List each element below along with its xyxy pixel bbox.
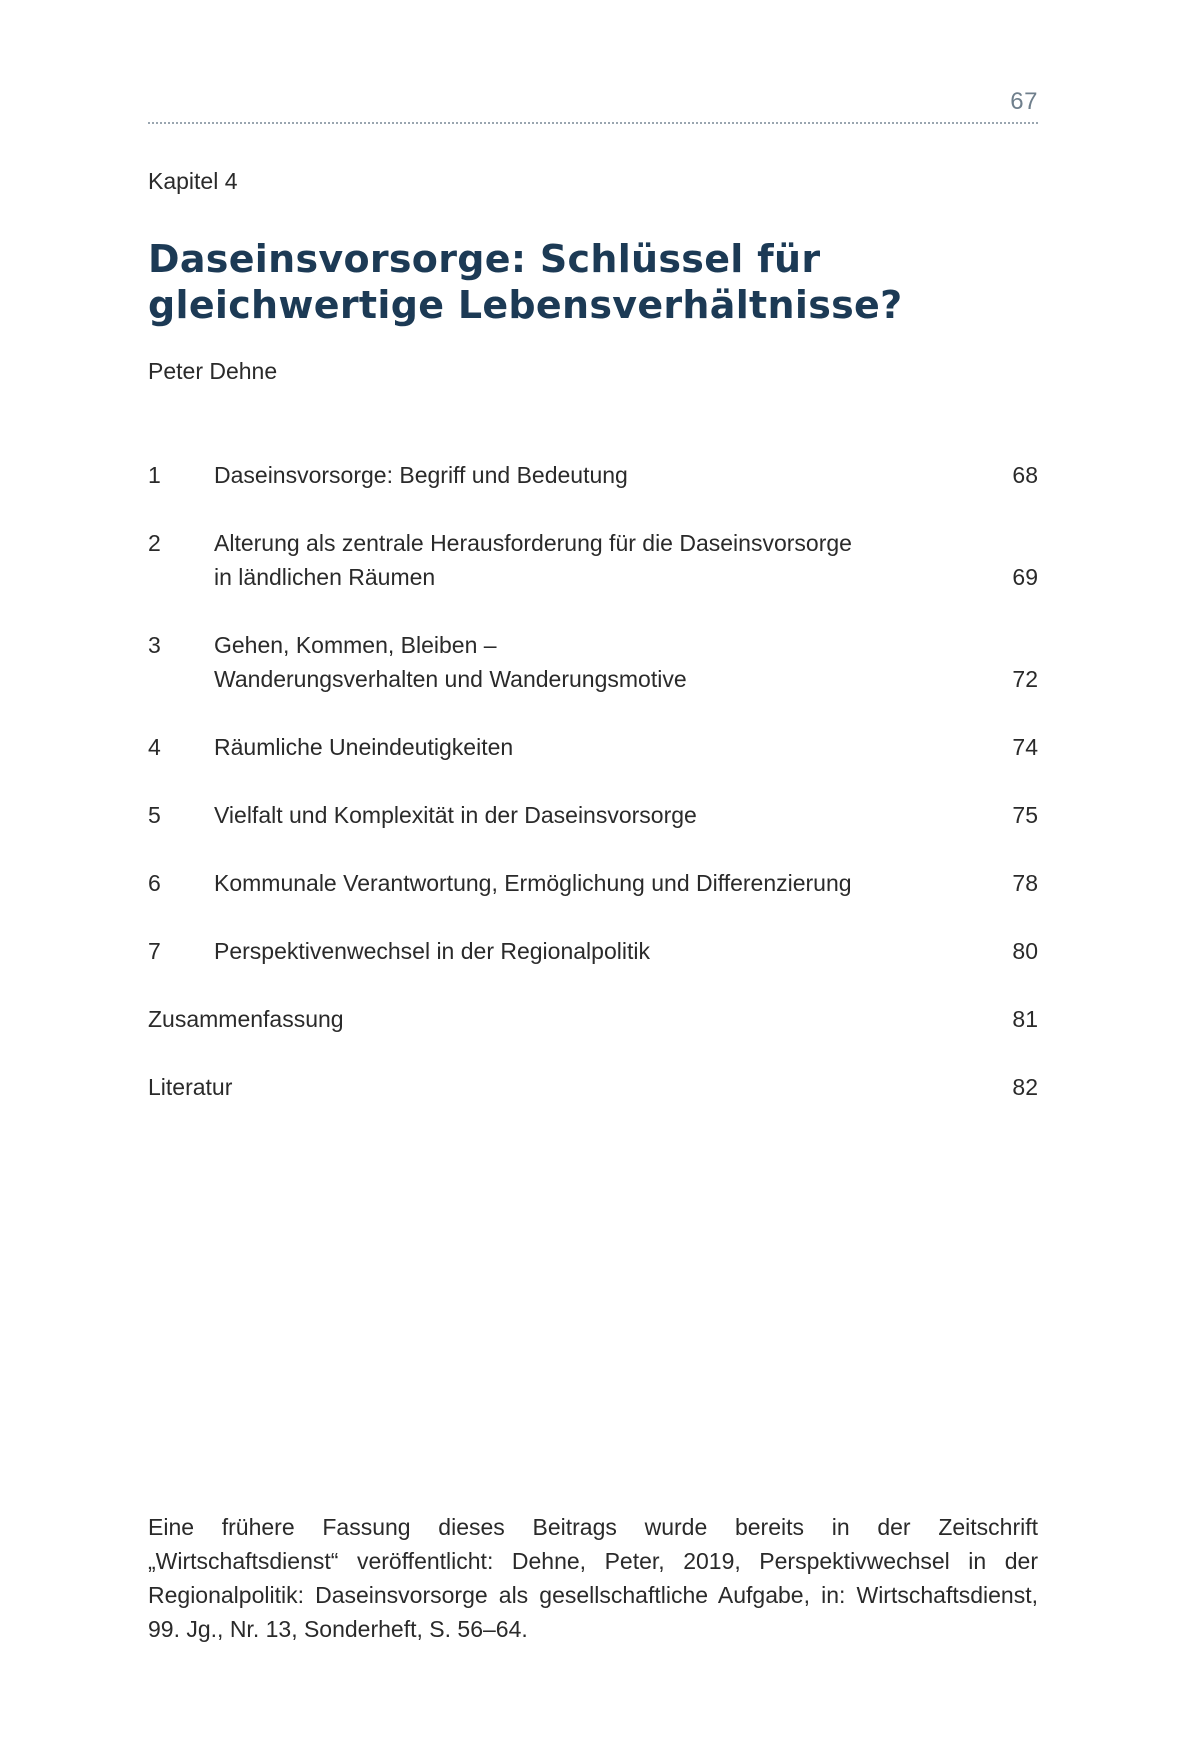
toc-entry-title-line-2: Wanderungsverhalten und Wanderungsmotive [214, 666, 687, 692]
toc-entry-title [214, 526, 894, 594]
toc-entry-number: 4 [148, 734, 161, 760]
toc-entry-page: 80 [1012, 938, 1038, 964]
author: Peter Dehne [148, 358, 278, 384]
toc-entry-number: 1 [148, 462, 161, 488]
toc-entry [148, 866, 1038, 900]
toc-entry-title-line-1: Literatur [148, 1074, 233, 1100]
toc-entry-number: 6 [148, 870, 161, 896]
toc-entry-title-line-1: Räumliche Uneindeutigkeiten [214, 734, 514, 760]
chapter-title-line-1: Daseinsvorsorge: Schlüssel für [148, 237, 821, 281]
toc-entry-title-line-1: Kommunale Verantwortung, Ermöglichung und Differenzierung [214, 870, 852, 896]
toc-entry-title [214, 798, 894, 832]
toc-entry-number: 3 [148, 632, 161, 658]
toc-entry-title-line-1: Gehen, Kommen, Bleiben – [214, 632, 497, 658]
toc-entry [148, 730, 1038, 764]
toc-entry [148, 526, 1038, 594]
toc-entry [148, 628, 1038, 696]
header-rule [148, 122, 1038, 124]
publication-note: Eine frühere Fassung dieses Beitrags wurde bereits in der Zeitschrift „Wirtschaftsdienst“ veröffentlicht: Dehne, Peter, 2019, Perspektivwechsel in der Regionalpolitik: Daseinsvorsorge als gesellschaftliche Aufgabe, in: Wirtschaftsdienst, 99. Jg., Nr. 13, Sonderheft, S. 56–64. [148, 1514, 1038, 1642]
chapter-label: Kapitel 4 [148, 168, 238, 194]
toc-entry-page: 72 [1012, 666, 1038, 692]
toc-entry-page: 68 [1012, 462, 1038, 488]
toc-entry-title [214, 628, 894, 696]
toc-entry-number: 2 [148, 530, 161, 556]
toc-entry-title-line-1: Alterung als zentrale Herausforderung für die Daseinsvorsorge [214, 530, 852, 556]
toc-entry-page: 81 [1012, 1006, 1038, 1032]
toc-entry-title [214, 458, 894, 492]
toc-entry-title-line-1: Zusammenfassung [148, 1006, 344, 1032]
chapter-title [148, 236, 1038, 328]
page-number: 67 [1010, 88, 1038, 115]
toc-entry-title [148, 1002, 828, 1036]
toc-entry [148, 1070, 1038, 1104]
toc-entry-page: 69 [1012, 564, 1038, 590]
toc-entry [148, 458, 1038, 492]
toc-entry-title [214, 934, 894, 968]
toc-entry [148, 1002, 1038, 1036]
toc-entry-title [148, 1070, 828, 1104]
toc-entry-title-line-1: Perspektivenwechsel in der Regionalpolitik [214, 938, 650, 964]
toc-entry-title-line-1: Daseinsvorsorge: Begriff und Bedeutung [214, 462, 628, 488]
toc-entry-page: 74 [1012, 734, 1038, 760]
toc-entry [148, 934, 1038, 968]
toc-entry-page: 82 [1012, 1074, 1038, 1100]
toc-entry [148, 798, 1038, 832]
toc-entry-page: 75 [1012, 802, 1038, 828]
toc-entry-number: 5 [148, 802, 161, 828]
toc-entry-title [214, 866, 894, 900]
toc-entry-title [214, 730, 894, 764]
toc-entry-title-line-2: in ländlichen Räumen [214, 564, 436, 590]
toc-entry-number: 7 [148, 938, 161, 964]
toc-entry-title-line-1: Vielfalt und Komplexität in der Daseinsvorsorge [214, 802, 697, 828]
chapter-title-line-2: gleichwertige Lebensverhältnisse? [148, 283, 903, 327]
toc-entry-page: 78 [1012, 870, 1038, 896]
